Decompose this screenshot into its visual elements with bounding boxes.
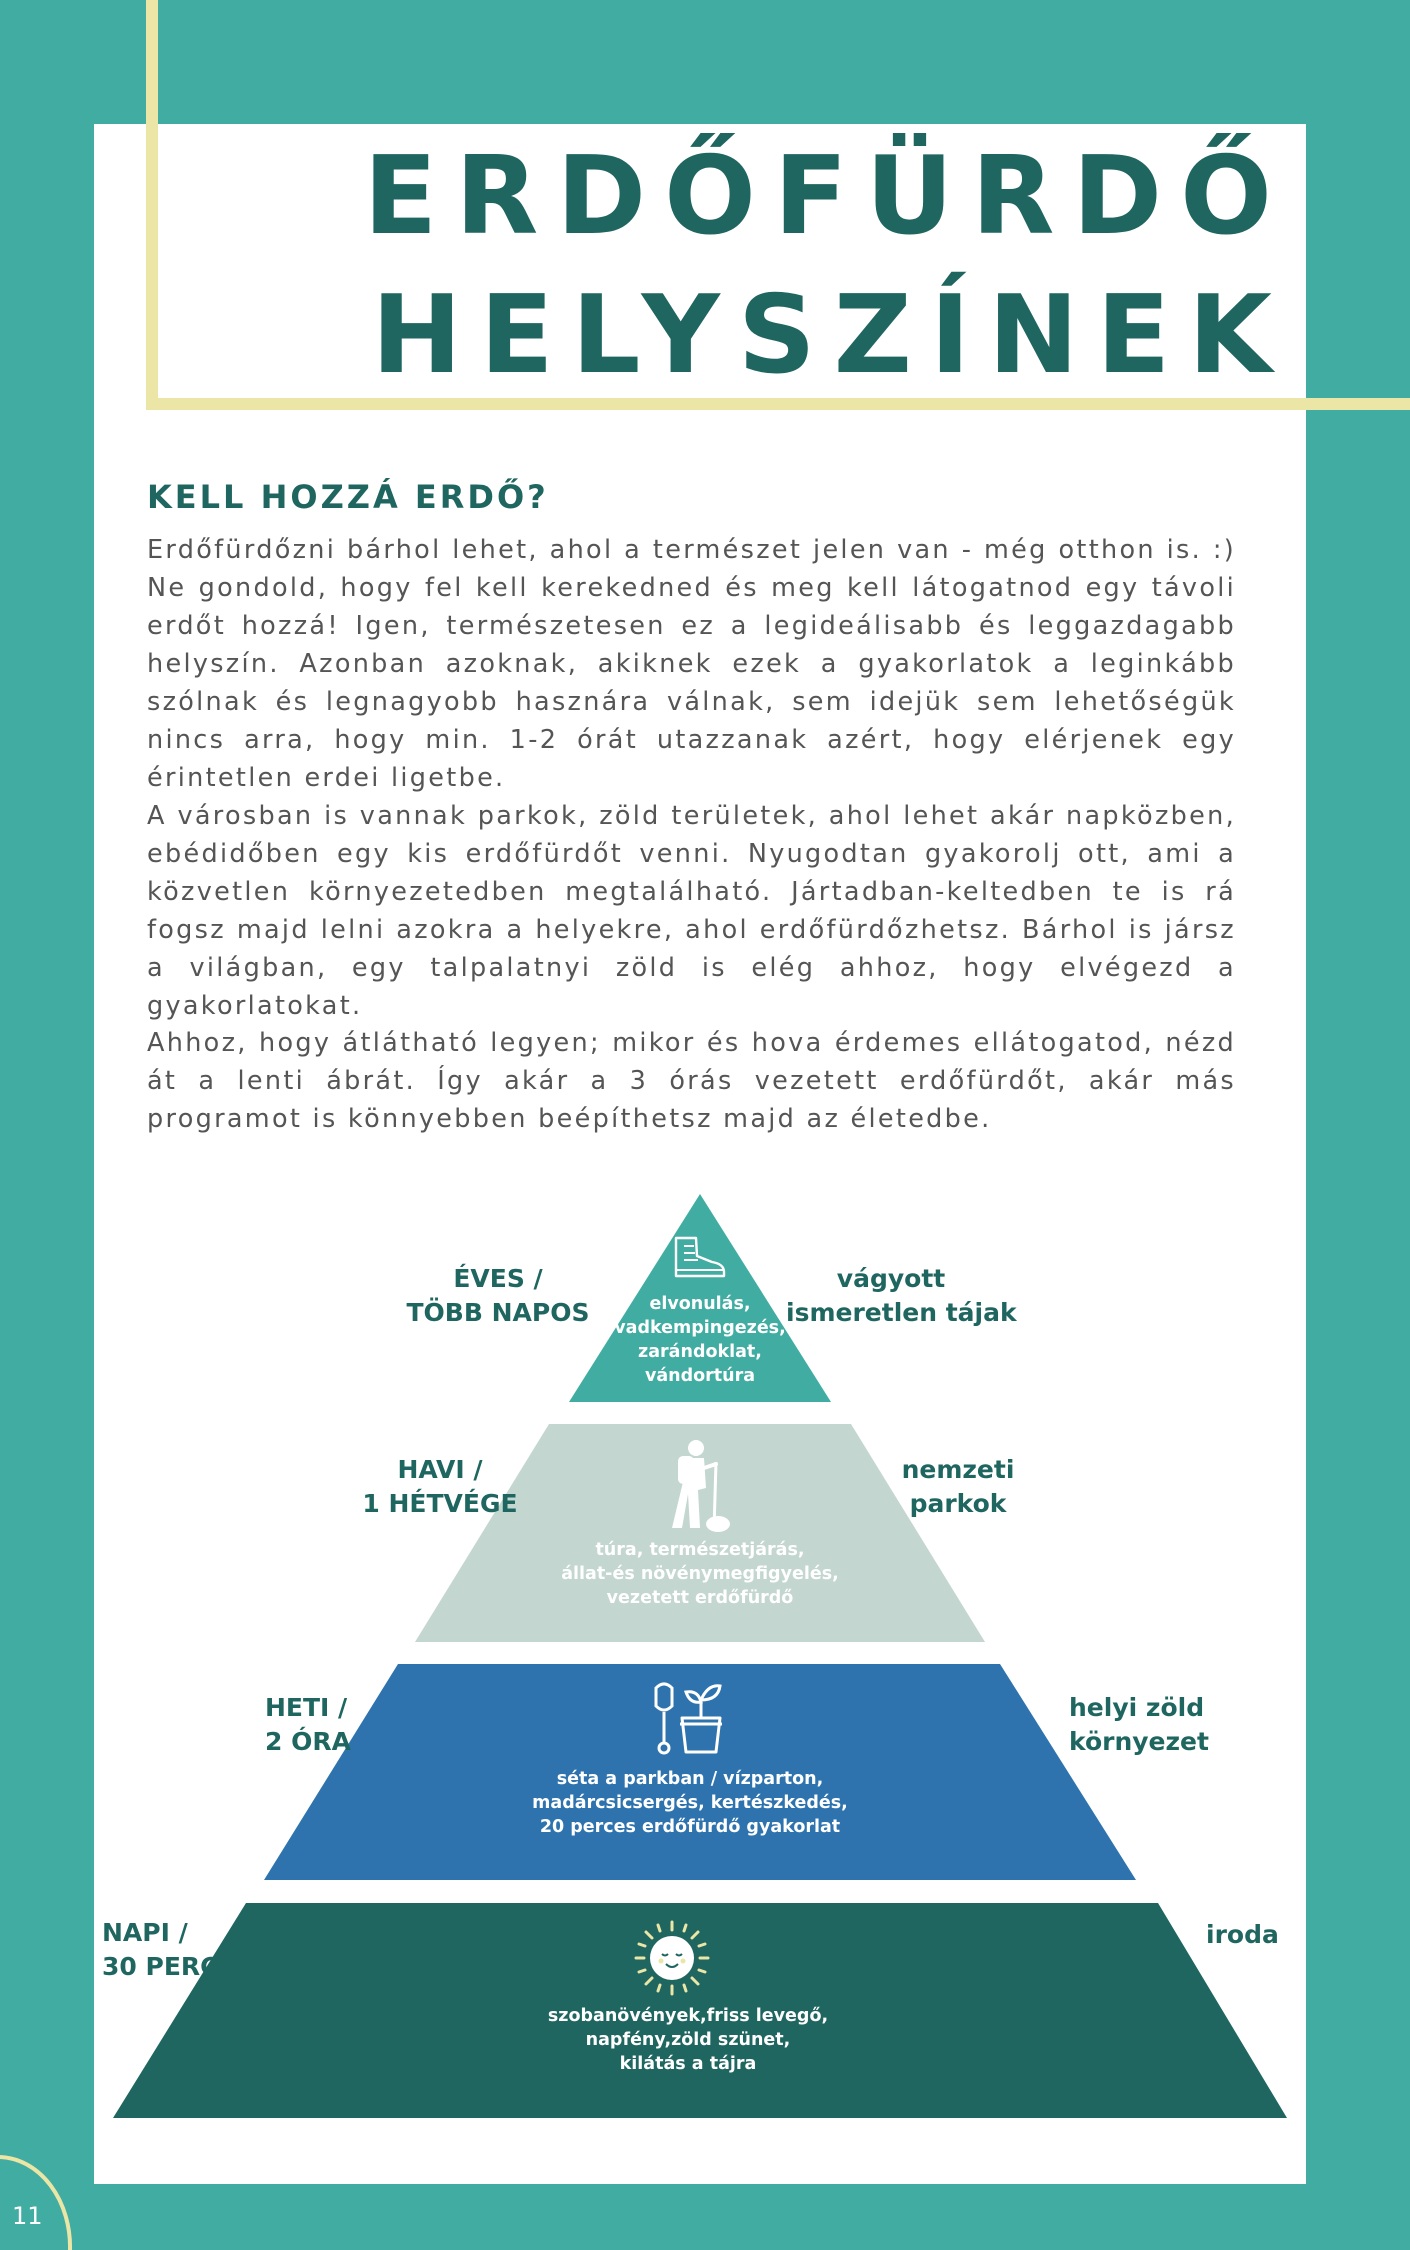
tier-daily-frequency-line2: 30 PERC	[102, 1952, 219, 1981]
tier-monthly-activity: túra, természetjárás,	[595, 1540, 805, 1560]
section-heading: KELL HOZZÁ ERDŐ?	[147, 478, 549, 516]
tier-monthly-activity: állat-és növénymegfigyelés,	[561, 1564, 839, 1584]
tier-weekly-activity: madárcsicsergés, kertészkedés,	[532, 1793, 848, 1813]
tier-monthly-location-line2: parkok	[909, 1489, 1007, 1518]
tier-monthly-frequency-line1: HAVI /	[397, 1455, 483, 1484]
page-number: 11	[12, 2202, 43, 2230]
tier-yearly-activity: zarándoklat,	[638, 1342, 762, 1362]
tier-yearly-location-line2: ismeretlen tájak	[786, 1298, 1017, 1327]
tier-monthly-location-line1: nemzeti	[901, 1455, 1015, 1484]
tier-monthly-frequency-line2: 1 HÉTVÉGE	[362, 1489, 518, 1518]
page-title-line2: HELYSZÍNEK	[371, 273, 1290, 398]
tier-yearly-activity: elvonulás,	[649, 1294, 751, 1314]
tier-weekly-frequency-line1: HETI /	[265, 1693, 348, 1722]
tier-daily-frequency-line1: NAPI /	[102, 1918, 188, 1947]
tier-yearly-activity: vándortúra	[644, 1366, 756, 1386]
tier-weekly-location-line1: helyi zöld	[1069, 1693, 1205, 1722]
tier-weekly-location-line2: környezet	[1069, 1727, 1209, 1756]
tier-daily-activity: szobanövények,friss levegő,	[547, 2006, 829, 2026]
page-title-line1: ERDŐFÜRDŐ	[363, 134, 1290, 259]
tier-daily-activity: kilátás a tájra	[619, 2054, 757, 2074]
tier-yearly-frequency-line1: ÉVES /	[453, 1264, 543, 1293]
body-paragraph-2: A városban is vannak parkok, zöld területek, ahol lehet akár napközben, ebédidőben egy kis erdőfürdőt venni. Nyugodtan gyakorolj ott, ami a közvetlen környezetedben megtalálható. Jártadban-keltedben te is rá fogsz majd lelni azokra a helyekre, ahol erdőfürdőzhetsz. Bárhol is jársz a világban, egy talpalatnyi zöld is elég ahhoz, hogy elvégezd a gyakorlatokat.	[147, 801, 1236, 1021]
tier-daily-location-line1: iroda	[1206, 1920, 1279, 1949]
tier-weekly-frequency-line2: 2 ÓRA	[265, 1727, 351, 1756]
body-paragraph-3: Ahhoz, hogy átlátható legyen; mikor és hova érdemes ellátogatod, nézd át a lenti ábrát. Így akár a 3 órás vezetett erdőfürdőt, akár más programot is könnyebben beépíthetsz majd az életedbe.	[147, 1028, 1236, 1134]
tier-weekly-activity: 20 perces erdőfürdő gyakorlat	[539, 1817, 841, 1837]
body-paragraph-1: Erdőfürdőzni bárhol lehet, ahol a természet jelen van - még otthon is. :) Ne gondold, hogy fel kell kerekedned és meg kell látogatnod egy távoli erdőt hozzá! Igen, természetesen ez a legideálisabb és leggazdagabb helyszín. Azonban azoknak, akiknek ezek a gyakorlatok a leginkább szólnak és legnagyobb hasznára válnak, sem idejük sem lehetőségük nincs arra, hogy min. 1-2 órát utazzanak azért, hogy elérjenek egy érintetlen erdei ligetbe.	[147, 535, 1236, 793]
tier-weekly-activity: séta a parkban / vízparton,	[556, 1769, 824, 1789]
tier-yearly-activity: vadkempingezés,	[614, 1318, 786, 1338]
tier-yearly-frequency-line2: TÖBB NAPOS	[406, 1298, 590, 1327]
tier-daily-activity: napfény,zöld szünet,	[585, 2030, 791, 2050]
tier-monthly-activity: vezetett erdőfürdő	[606, 1588, 794, 1608]
tier-yearly-location-line1: vágyott	[836, 1264, 946, 1293]
